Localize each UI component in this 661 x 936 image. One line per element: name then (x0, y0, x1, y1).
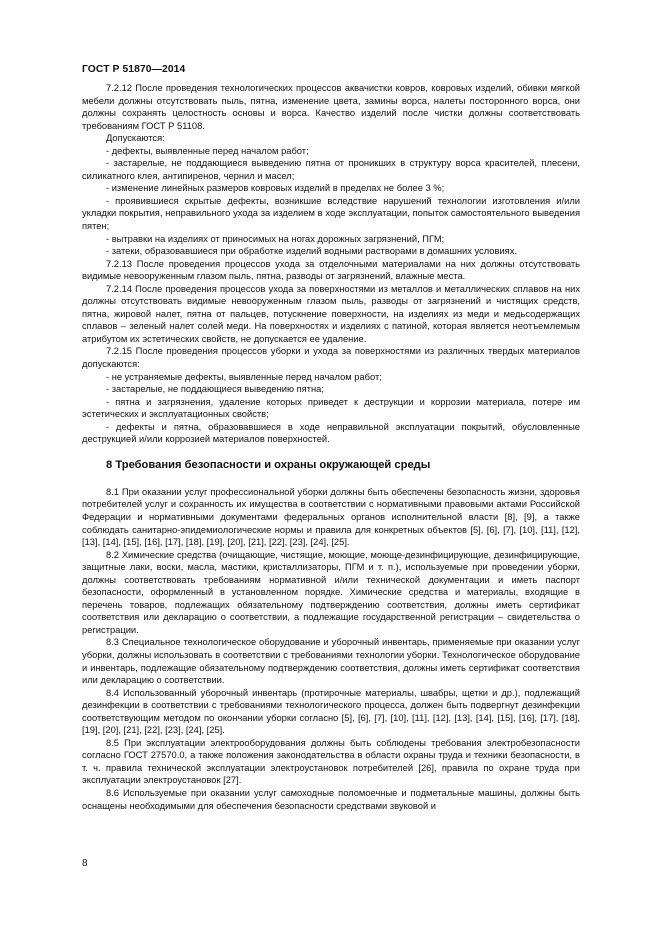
paragraph: 7.2.12 После проведения технологических процессов аквачистки ковров, ковровых изделий, обивки мягкой мебели должны отсутствовать пыль, пятна, изменение цвета, замины ворса, налеты посторонного ворса, они должны сохранять целостность основы и ворса. Качество изделий после чистки должны соответствовать требованиям ГОСТ Р 51108. (82, 83, 580, 131)
paragraph: 8.6 Используемые при оказании услуг самоходные поломоечные и подметальные машины, должны быть оснащены необходимыми для обеспечения безопасности средствами звуковой и (82, 787, 580, 811)
section-8-heading: 8 Требования безопасности и охраны окружающей среды (106, 458, 431, 471)
document-header: ГОСТ Р 51870—2014 (82, 64, 186, 75)
list-item: - пятна и загрязнения, удаление которых приведет к деструкции и коррозии материала, потере им эстетических и эксплуатационных свойств; (82, 396, 580, 420)
document-body (82, 82, 580, 812)
paragraph: 7.2.13 После проведения процессов ухода за отделочными материалами на них должны отсутствовать видимые невооруженным глазом пыль, пятна, разводы от загрязнений, влажные места. (82, 258, 580, 282)
paragraph: Допускаются: (106, 133, 165, 144)
section-7-text (82, 82, 580, 446)
paragraph: 8.5 При эксплуатации электрооборудования должны быть соблюдены требования электробезопасности согласно ГОСТ 27570.0, а также положения законодательства в области охраны труда и техники безопасности, в т. ч. правила технической эксплуатации электроустановок потребителей [26], правила по охране труда при эксплуатации электроустановок [27]. (82, 737, 580, 786)
list-item: - застарелые, не поддающиеся выведению пятна; (106, 384, 324, 395)
list-item: - затеки, образовавшиеся при обработке изделий водными растворами в домашних условиях. (106, 246, 517, 257)
paragraph: 8.2 Химические средства (очищающие, чистящие, моющие, моюще-дезинфицирующие, дезинфицирующие, защитные лаки, воски, масла, мастики, кристаллизаторы, ПГМ и т. п.), используемые при проведении уборки, должны соответствовать требованиям нормативной и/или технической документации и иметь паспорт безопасности, оформленный в установленном порядке. Химические средства и материалы, входящие в перечень товаров, подлежащих обязательному подтверждению соответствия, должны иметь сертификат соответствия или декларацию о соответствии, а подлежащие государственной регистрации – свидетельства о регистрации. (82, 549, 580, 635)
paragraph: 7.2.15 После проведения процессов уборки и ухода за поверхностями из различных твердых материалов допускаются: (82, 346, 580, 370)
list-item: - дефекты, выявленные перед началом работ; (106, 145, 309, 156)
paragraph: 7.2.14 После проведения процессов ухода за поверхностями из металлов и металлических сплавов на них должны отсутствовать видимые невооруженным глазом пыль, разводы от загрязнений и чистящих средств, пятна, жировой налет, пятна от пальцев, потускнение поверхности, на изделиях из меди и медьсодержащих сплавов – зеленый налет солей меди. На поверхностях и изделиях с патиной, которая является неотъемлемым атрибутом их эстетических свойств, не допускается ее удаление. (82, 283, 580, 344)
list-item: - дефекты и пятна, образовавшиеся в ходе неправильной эксплуатации покрытий, обусловленные деструкцией и/или коррозией материалов поверхностей. (82, 421, 580, 445)
list-item: - застарелые, не поддающиеся выведению пятна от проникших в структуру ворса красителей, плесени, силикатного клея, антипиренов, чернил и масел; (82, 158, 580, 181)
list-item: - изменение линейных размеров ковровых изделий в пределах не более 3 %; (106, 183, 445, 194)
paragraph: 8.4 Использованный уборочный инвентарь (протирочные материалы, швабры, щетки и др.), подлежащий дезинфекции в соответствии с требованиями технологического процесса, должен быть подвергнут дезинфекции соответствующим методом по окончании уборки согласно [5], [6], [7], [10], [11], [12], [13], [14], [15], [16], [17], [18], [19], [20], [21], [22], [23], [24], [25]. (82, 687, 580, 736)
list-item: - вытравки на изделиях от приносимых на ногах дорожных загрязнений, ПГМ; (106, 233, 445, 244)
list-item: - проявившиеся скрытые дефекты, возникшие вследствие нарушений технологии изготовления и/или укладки покрытия, неправильного ухода за изделием в ходе эксплуатации, попыток самостоятельного выведения пятен; (82, 195, 580, 232)
page-number: 8 (82, 858, 88, 869)
section-8-text (82, 486, 580, 812)
list-item: - не устраняемые дефекты, выявленные перед началом работ; (106, 371, 382, 382)
paragraph: 8.3 Специальное технологическое оборудование и уборочный инвентарь, применяемые при оказании услуг уборки, должны использовать в соответствии с требованиями технологии уборки. Технологическое оборудование и инвентарь, подлежащие обязательному подтверждению соответствия, должны иметь сертификат соответствия или декларацию о соответствии. (82, 637, 580, 686)
paragraph: 8.1 При оказании услуг профессиональной уборки должны быть обеспечены безопасность жизни, здоровья потребителей услуг и сохранность их имущества в соответствии с нормативными правовыми актами Российской Федерации и нормативными документами федеральных органов исполнительной власти [8], [9], а также соблюдать санитарно-эпидемиологические нормы и правила для конкретных объектов [5], [6], [7], [10], [11], [12], [13], [14], [15], [16], [17], [18], [19], [20], [21], [22], [23], [24], [25]. (82, 486, 580, 548)
